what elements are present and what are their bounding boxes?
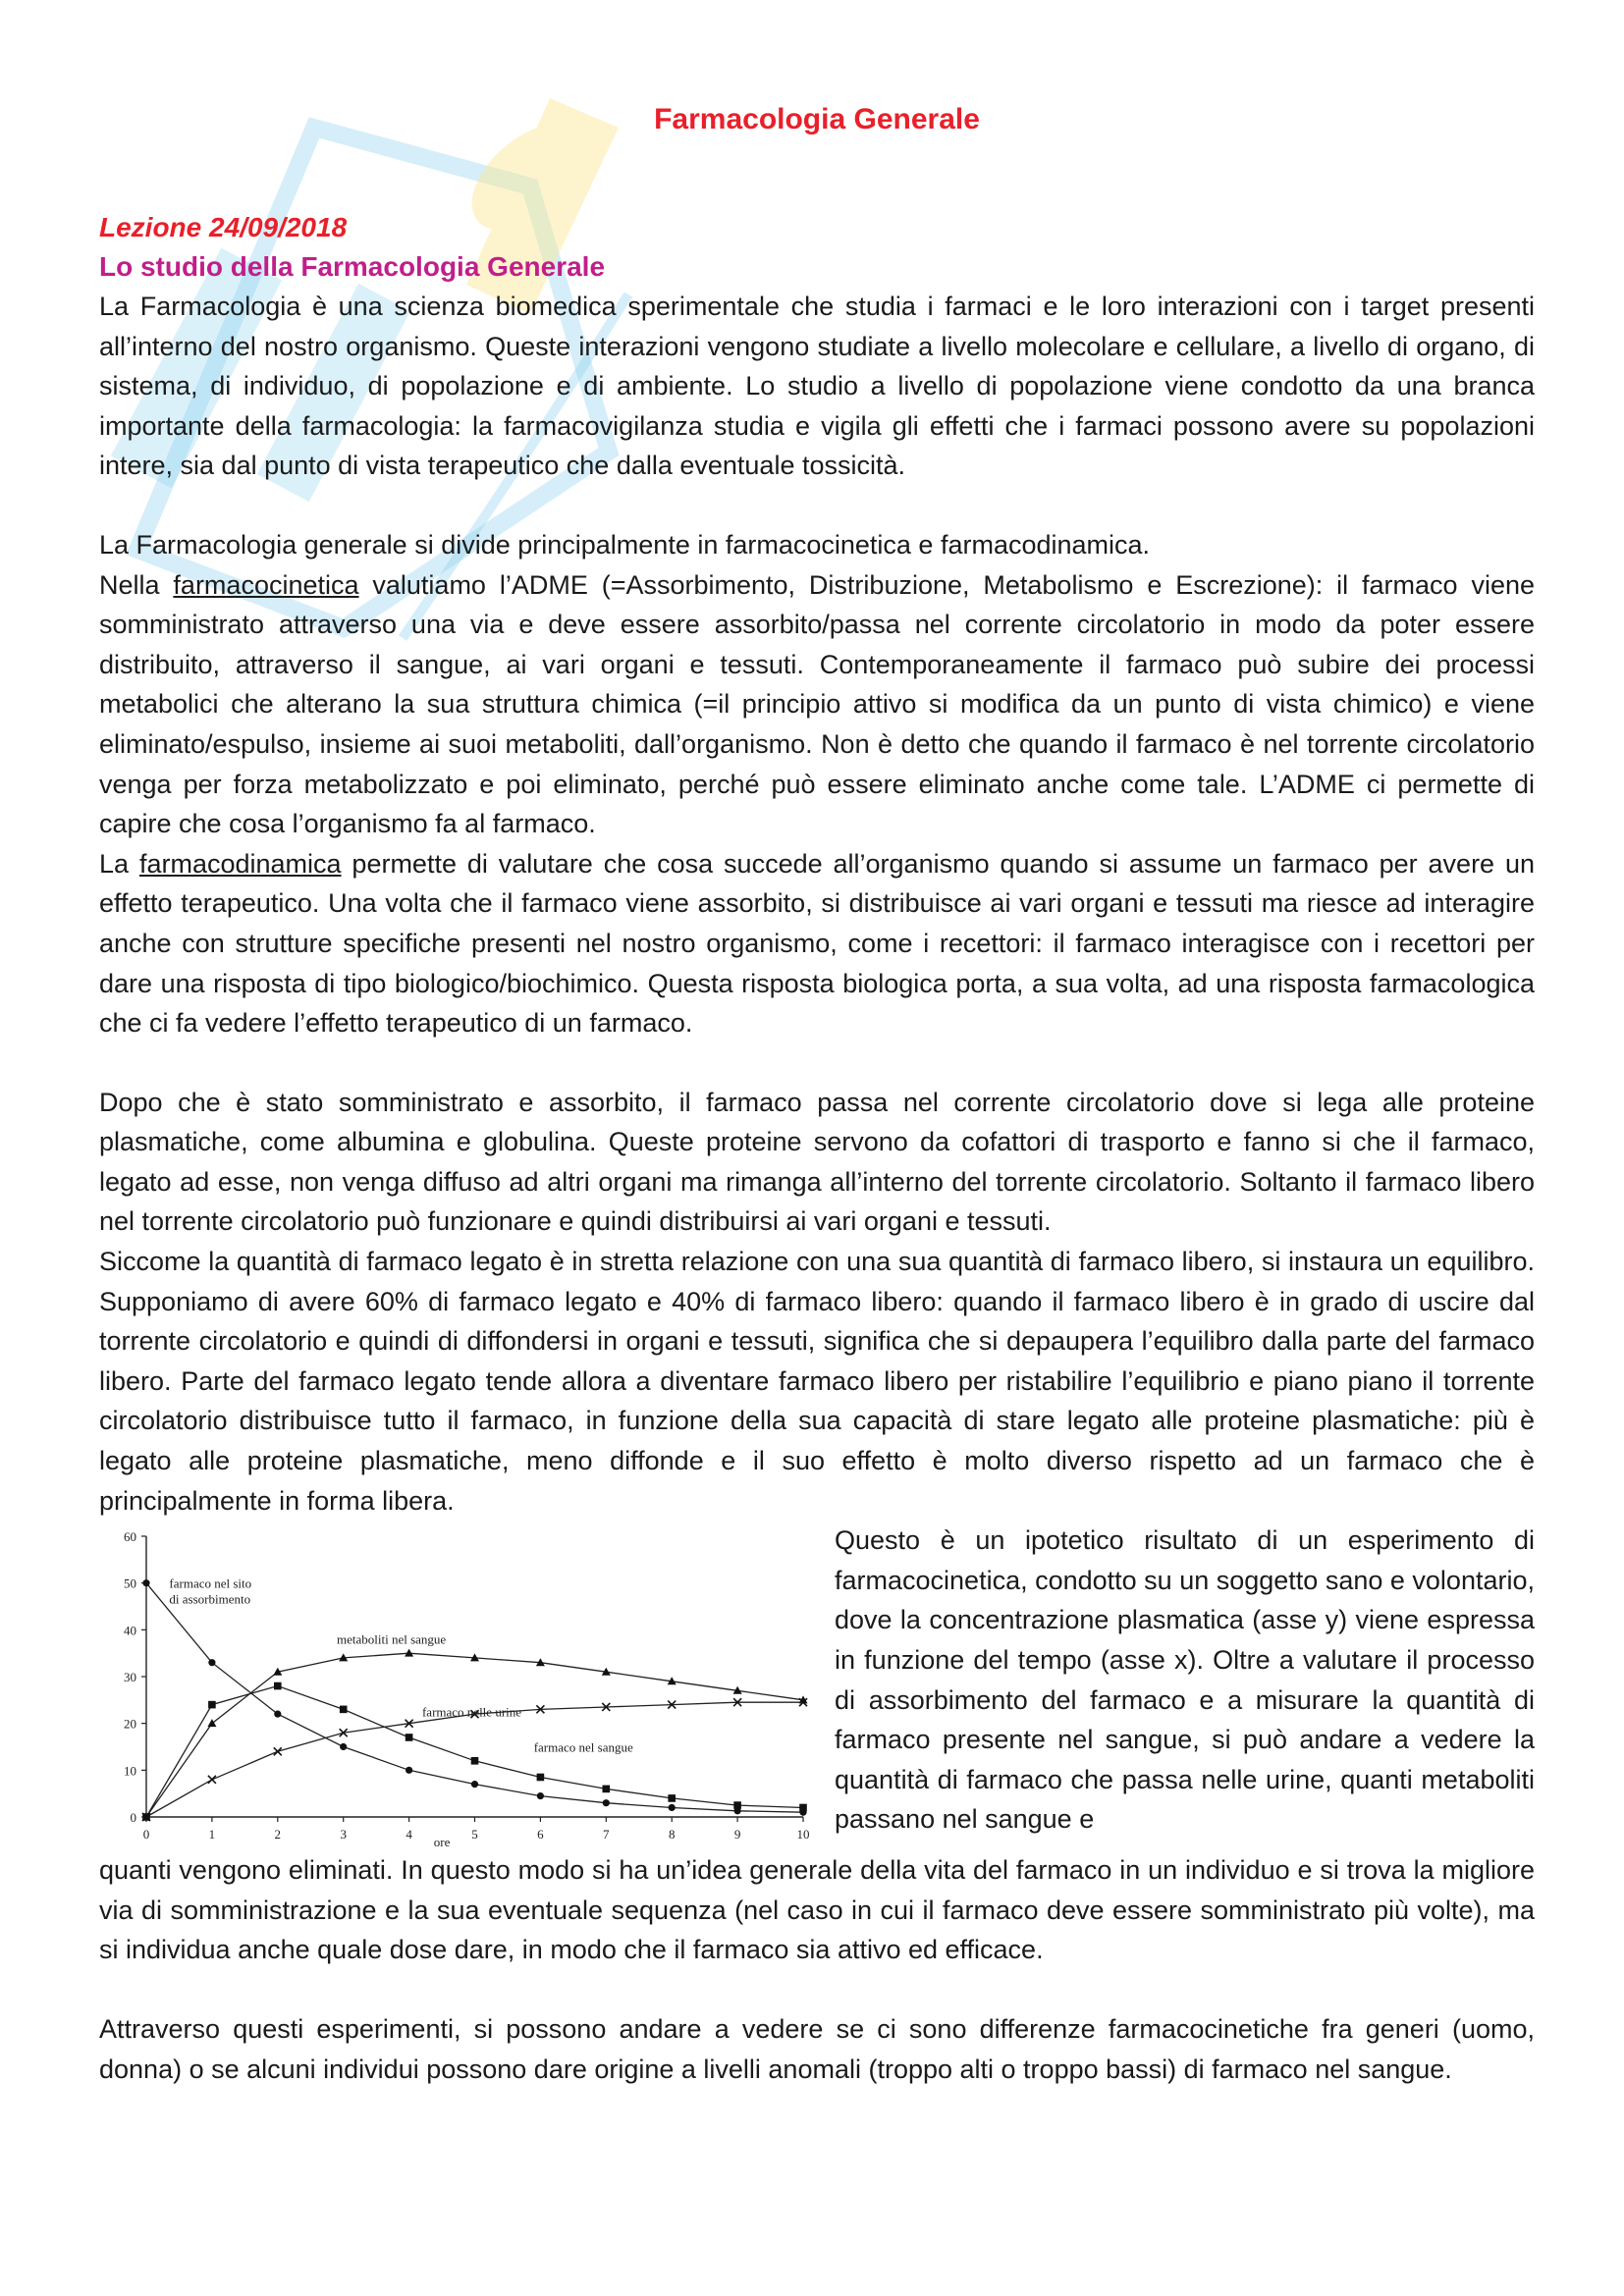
paragraph-chart-continuation: quanti vengono eliminati. In questo modo si ha un’idea generale della vita del farmaco in un individuo e si trova la migliore via di somministrazione e la sua eventuale sequenza (nel caso in cui il farmaco deve essere somministrato più volte), ma si individua anche quale dose dare, in modo che il farmaco sia attivo ed efficace.	[99, 1855, 1535, 1965]
y-tick-label: 20	[124, 1716, 136, 1732]
data-point	[537, 1774, 545, 1782]
document-page	[99, 88, 1535, 2089]
data-point	[471, 1757, 479, 1765]
series-label: di assorbimento	[169, 1591, 251, 1607]
paragraph-differenze: Attraverso questi esperimenti, si possono andare a vedere se ci sono differenze farmacocinetiche fra generi (uomo, donna) o se alcuni individui possono dare origine a livelli anomali (troppo alti o troppo bassi) di farmaco nel sangue.	[99, 2014, 1535, 2084]
paragraph-gap	[99, 1970, 1535, 2009]
x-tick-label: 1	[208, 1827, 216, 1842]
data-point	[668, 1794, 676, 1802]
text: La	[99, 848, 139, 879]
data-point	[208, 1776, 216, 1784]
x-tick-label: 7	[603, 1827, 610, 1842]
section-title: Lo studio della Farmacologia Generale	[99, 251, 606, 282]
x-tick-label: 4	[406, 1827, 412, 1842]
text: Nella	[99, 569, 174, 600]
series-label: farmaco nel sito	[169, 1575, 252, 1591]
paragraph-proteine-plasmatiche: Dopo che è stato somministrato e assorbito, il farmaco passa nel corrente circolatorio dove si lega alle proteine plasmatiche, come albumina e globulina. Queste proteine servono da cofattori di trasporto e fanno si che il farmaco, legato ad esse, non venga diffuso ad altri organi ma rimanga all’interno del torrente circolatorio. Soltanto il farmaco libero nel torrente circolatorio può funzionare e quindi distribuirsi ai vari organi e tessuti.	[99, 1087, 1535, 1237]
x-tick-label: 5	[471, 1827, 478, 1842]
paragraph-division: La Farmacologia generale si divide principalmente in farmacocinetica e farmacodinamica.	[99, 529, 1151, 560]
data-point	[274, 1747, 282, 1755]
data-point	[274, 1682, 282, 1690]
paragraph-gap	[99, 1043, 1535, 1083]
paragraph-gap	[99, 486, 1535, 525]
data-point	[669, 1804, 676, 1811]
data-point	[471, 1781, 478, 1788]
data-point	[406, 1767, 412, 1774]
term-farmacodinamica: farmacodinamica	[138, 848, 342, 879]
y-tick-label: 30	[124, 1670, 136, 1685]
series-line	[146, 1653, 803, 1817]
series-label: farmaco nel sangue	[533, 1739, 633, 1755]
paragraph-farmacocinetica	[99, 565, 1535, 844]
y-tick-label: 40	[124, 1623, 136, 1638]
lecture-date: Lezione 24/09/2018	[99, 212, 348, 242]
x-tick-label: 2	[274, 1827, 282, 1842]
pharmacokinetics-chart	[99, 1522, 816, 1846]
paragraph-farmacodinamica	[99, 844, 1535, 1043]
x-tick-label: 8	[668, 1827, 676, 1842]
series-label: metaboliti nel sangue	[337, 1631, 447, 1647]
x-tick-label: 3	[340, 1827, 347, 1842]
figure-row	[99, 1521, 1535, 1850]
data-point	[733, 1802, 741, 1810]
series-label: farmaco nelle urine	[421, 1704, 522, 1720]
x-tick-label: 0	[142, 1827, 150, 1842]
y-tick-label: 60	[124, 1529, 136, 1545]
data-point	[603, 1786, 611, 1793]
paragraph-chart-description: Questo è un ipotetico risultato di un esperimento di farmacocinetica, condotto su un soggetto sano e volontario, dove la concentrazione plasmatica (asse y) viene espressa in funzione del tempo (asse x). Oltre a valutare il processo di assorbimento del farmaco e a misurare la quantità di farmaco presente nel sangue, si può andare a vedere la quantità di farmaco che passa nelle urine, quanti metaboliti passano nel sangue e	[835, 1525, 1535, 1835]
x-tick-label: 9	[733, 1827, 741, 1842]
y-tick-label: 0	[130, 1810, 136, 1826]
x-axis-label: ore	[433, 1835, 451, 1847]
data-point	[340, 1706, 348, 1714]
data-point	[274, 1711, 281, 1718]
document-title: Farmacologia Generale	[654, 103, 980, 135]
y-tick-label: 10	[124, 1763, 136, 1779]
paragraph-intro: La Farmacologia è una scienza biomedica sperimentale che studia i farmaci e le loro interazioni con i target presenti all’interno del nostro organismo. Queste interazioni vengono studiate a livello molecolare e cellulare, a livello di organo, di sistema, di individuo, di popolazione e di ambiente. Lo studio a livello di popolazione viene condotto da una branca importante della farmacologia: la farmacovigilanza studia e vigila gli effetti che i farmaci possono avere su popolazioni intere, sia dal punto di vista terapeutico che dalla eventuale tossicità.	[99, 292, 1535, 481]
text: permette di valutare che cosa succede all’organismo quando si assume un farmaco per avere un effetto terapeutico. Una volta che il farmaco viene assorbito, si distribuisce ai vari organi e tessuti ma riesce ad interagire anche con strutture specifiche presenti nel nostro organismo, come i recettori: il farmaco interagisce con i recettori per dare una risposta di tipo biologico/biochimico. Questa risposta biologica porta, a sua volta, ad una risposta farmacologica che ci fa vedere l’effetto terapeutico di un farmaco.	[99, 848, 1535, 1039]
x-tick-label: 10	[796, 1827, 810, 1842]
data-point	[405, 1649, 413, 1657]
data-point	[208, 1701, 216, 1709]
data-point	[537, 1792, 544, 1799]
data-point	[799, 1804, 807, 1812]
data-point	[340, 1743, 347, 1750]
y-tick-label: 50	[124, 1575, 136, 1591]
data-point	[142, 1813, 150, 1821]
term-farmacocinetica: farmacocinetica	[173, 569, 359, 600]
data-point	[406, 1734, 413, 1741]
data-point	[603, 1799, 610, 1806]
text: valutiamo l’ADME (=Assorbimento, Distribuzione, Metabolismo e Escrezione): il farmaco viene somministrato attraverso una via e deve essere assorbito/passa nel corrente circolatorio in modo da poter essere distribuito, attraverso il sangue, ai vari organi e tessuti. Contemporaneamente il farmaco può subire dei processi metabolici che alterano la sua struttura chimica (=il principio attivo si modifica da un punto di vista chimico) e viene eliminato/espulso, insieme ai suoi metaboliti, dall’organismo. Non è detto che quando il farmaco è nel torrente circolatorio venga per forza metabolizzato e poi eliminato, perché può essere eliminato anche come tale. L’ADME ci permette di capire che cosa l’organismo fa al farmaco.	[99, 569, 1536, 839]
data-point	[207, 1719, 216, 1727]
x-tick-label: 6	[537, 1827, 544, 1842]
paragraph-equilibrio: Siccome la quantità di farmaco legato è in stretta relazione con una sua quantità di farmaco libero, si instaura un equilibro. Supponiamo di avere 60% di farmaco legato e 40% di farmaco libero: quando il farmaco libero è in grado di uscire dal torrente circolatorio e quindi di diffondersi in organi e tessuti, significa che si depaupera l’equilibro dalla parte del farmaco libero. Parte del farmaco legato tende allora a diventare farmaco libero per ristabilire l’equilibrio e piano piano il torrente circolatorio distribuisce tutto il farmaco, in funzione della sua capacità di stare legato alle proteine plasmatiche: più è legato alle proteine plasmatiche, meno diffonde e il suo effetto è molto diverso rispetto ad un farmaco che è principalmente in forma libera.	[99, 1247, 1535, 1516]
data-point	[142, 1579, 149, 1586]
data-point	[208, 1659, 215, 1666]
